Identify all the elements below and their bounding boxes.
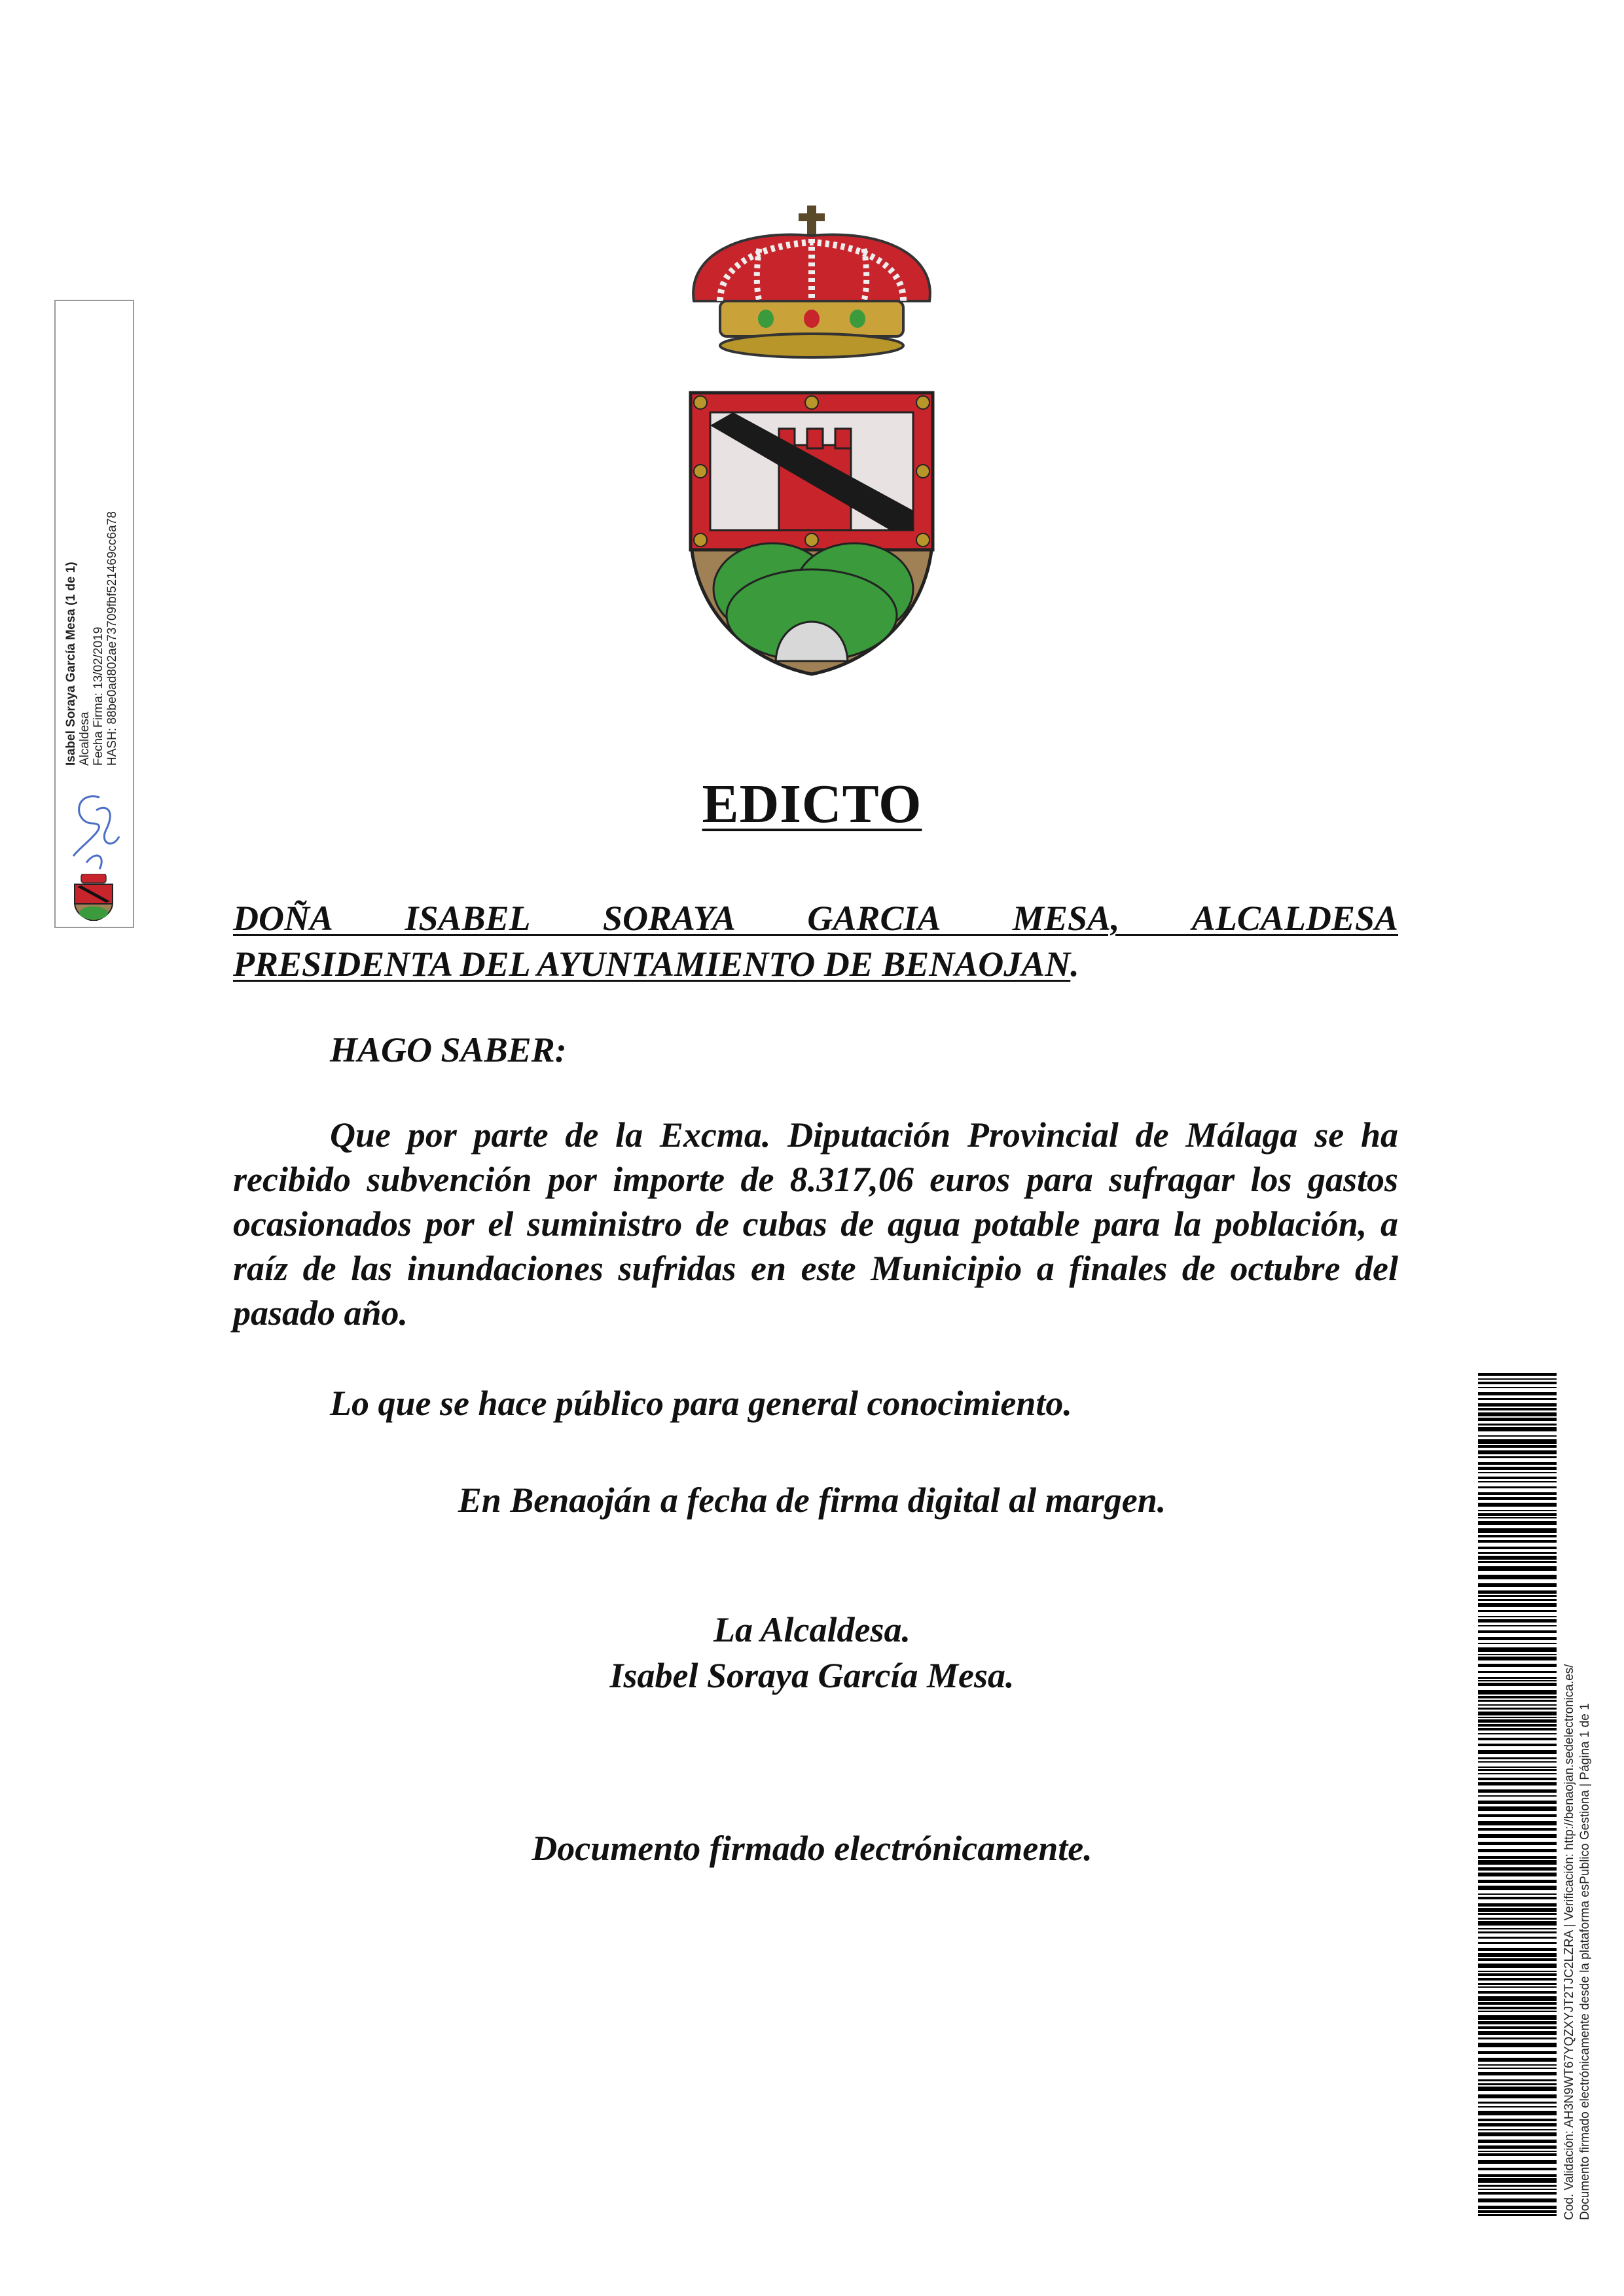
barcode-bar — [1478, 1903, 1557, 1907]
barcode-bar — [1478, 2214, 1557, 2216]
barcode-bar — [1478, 2206, 1557, 2209]
barcode-bar — [1478, 1521, 1557, 1525]
barcode-bar — [1478, 1398, 1557, 1400]
barcode-bar — [1478, 1510, 1557, 1511]
barcode-bar — [1478, 1856, 1557, 1859]
barcode-bar — [1478, 1561, 1557, 1563]
barcode-bar — [1478, 2031, 1557, 2035]
barcode-bar — [1478, 2083, 1557, 2085]
barcode-bar — [1478, 1625, 1557, 1626]
barcode-bar — [1478, 2106, 1557, 2108]
barcode-bar — [1478, 1986, 1557, 1988]
publication-statement: Lo que se hace público para general conocimiento. — [330, 1384, 1072, 1423]
barcode-bar — [1478, 1953, 1557, 1957]
barcode-bar — [1478, 2198, 1557, 2202]
barcode-bar — [1478, 1769, 1557, 1771]
barcode-bar — [1478, 1767, 1557, 1768]
barcode-bar — [1478, 1931, 1557, 1933]
signer-name-footer: Isabel Soraya García Mesa. — [609, 1656, 1015, 1695]
place-date: En Benaoján a fecha de firma digital al margen. — [458, 1480, 1166, 1520]
barcode-bar — [1478, 1630, 1557, 1633]
barcode-bar — [1478, 2185, 1557, 2187]
barcode-bar — [1478, 1439, 1557, 1444]
barcode-bar — [1478, 1481, 1557, 1482]
barcode-bar — [1478, 1867, 1557, 1871]
barcode-bar — [1478, 2043, 1557, 2047]
barcode-bar — [1478, 2002, 1557, 2005]
barcode-bar — [1478, 2210, 1557, 2213]
barcode-bar — [1478, 1619, 1557, 1623]
barcode-bar — [1478, 1978, 1557, 1981]
barcode-bar — [1478, 1690, 1557, 1695]
barcode-bar — [1478, 1849, 1557, 1852]
barcode-bar — [1478, 2058, 1557, 2062]
barcode-bar — [1478, 1683, 1557, 1686]
barcode-bar — [1478, 1382, 1557, 1384]
barcode-bar — [1478, 2178, 1557, 2183]
barcode-bar — [1478, 1719, 1557, 1723]
barcode-bar — [1478, 1435, 1557, 1437]
barcode-bar — [1478, 1897, 1557, 1899]
barcode-bar — [1478, 1418, 1557, 1421]
barcode-bar — [1478, 1445, 1557, 1448]
barcode-bar — [1478, 1387, 1557, 1388]
barcode-bar — [1478, 1778, 1557, 1780]
verification-text — [1562, 1467, 1593, 2220]
barcode-bar — [1478, 1575, 1557, 1579]
barcode-bar — [1478, 1517, 1557, 1518]
signer-name: Isabel Soraya García Mesa (1 de 1) — [64, 562, 78, 766]
barcode-bar — [1478, 2119, 1557, 2121]
barcode-bar — [1478, 1424, 1557, 1426]
barcode-bar — [1478, 1842, 1557, 1845]
barcode-bar — [1478, 1773, 1557, 1774]
barcode-bar — [1478, 1599, 1557, 1601]
barcode-bar — [1478, 2153, 1557, 2156]
barcode-bar — [1478, 1566, 1557, 1571]
barcode-bar — [1478, 1834, 1557, 1838]
barcode-bar — [1478, 1704, 1557, 1706]
barcode-bar — [1478, 1991, 1557, 1994]
issuer-header-line1: DOÑA ISABEL SORAYA GARCIA MESA, ALCALDESA — [233, 899, 1398, 938]
barcode-bar — [1478, 1821, 1557, 1825]
barcode-bar — [1478, 1497, 1557, 1500]
barcode-bar — [1478, 1677, 1557, 1679]
barcode-bar — [1478, 1724, 1557, 1727]
barcode — [1478, 1373, 1557, 2216]
barcode-bar — [1478, 2068, 1557, 2069]
barcode-bar — [1478, 2072, 1557, 2075]
barcode-bar — [1478, 2189, 1557, 2190]
barcode-bar — [1478, 1472, 1557, 1473]
barcode-bar — [1478, 1708, 1557, 1710]
barcode-bar — [1478, 1403, 1557, 1407]
barcode-bar — [1478, 1477, 1557, 1479]
barcode-bar — [1478, 2021, 1557, 2024]
barcode-bar — [1478, 1654, 1557, 1655]
crown-cross — [799, 206, 825, 236]
barcode-bar — [1478, 2094, 1557, 2098]
barcode-bar — [1478, 1647, 1557, 1652]
verification-line1: Cod. Validación: AH3N9WT67YQZXYJT2TJC2LZRA | Verificación: http://benaojan.sedelectronica.es/ — [1562, 1664, 1576, 2220]
barcode-bar — [1478, 1921, 1557, 1926]
municipal-seal-icon — [62, 874, 126, 921]
barcode-bar — [1478, 1595, 1557, 1597]
signer-title: La Alcaldesa. — [713, 1610, 911, 1649]
barcode-bar — [1478, 1513, 1557, 1516]
barcode-bar — [1478, 1795, 1557, 1797]
barcode-bar — [1478, 1873, 1557, 1876]
barcode-bar — [1478, 1528, 1557, 1533]
signer-role: Alcaldesa — [78, 711, 92, 766]
barcode-bar — [1478, 1556, 1557, 1560]
barcode-bar — [1478, 1456, 1557, 1458]
barcode-bar — [1478, 1467, 1557, 1470]
barcode-bar — [1478, 2174, 1557, 2177]
barcode-bar — [1478, 2011, 1557, 2012]
barcode-bar — [1478, 1486, 1557, 1488]
barcode-bar — [1478, 1547, 1557, 1549]
barcode-bar — [1478, 2037, 1557, 2039]
barcode-bar — [1478, 2123, 1557, 2126]
issuer-header — [233, 895, 1398, 987]
barcode-bar — [1478, 2151, 1557, 2152]
barcode-bar — [1478, 1750, 1557, 1754]
barcode-bar — [1478, 1733, 1557, 1734]
barcode-bar — [1478, 1637, 1557, 1640]
barcode-bar — [1478, 1696, 1557, 1698]
barcode-bar — [1478, 1427, 1557, 1431]
issuer-header-period: . — [1070, 944, 1079, 984]
barcode-bar — [1478, 1860, 1557, 1865]
barcode-bar — [1478, 1908, 1557, 1912]
barcode-bar — [1478, 1412, 1557, 1416]
barcode-bar — [1478, 1964, 1557, 1968]
barcode-bar — [1478, 1782, 1557, 1785]
barcode-bar — [1478, 1590, 1557, 1594]
barcode-bar — [1478, 1657, 1557, 1660]
barcode-bar — [1478, 2160, 1557, 2164]
barcode-bar — [1478, 1535, 1557, 1537]
barcode-bar — [1478, 1757, 1557, 1759]
barcode-bar — [1478, 2140, 1557, 2143]
barcode-bar — [1478, 1492, 1557, 1495]
barcode-bar — [1478, 1973, 1557, 1976]
signature-hash: HASH: 88be0ad802ae73709fbf521469cc6a78 — [105, 511, 119, 766]
barcode-bar — [1478, 1913, 1557, 1915]
barcode-bar — [1478, 1806, 1557, 1811]
signature-stamp-text — [64, 425, 126, 766]
barcode-bar — [1478, 1761, 1557, 1763]
barcode-bar — [1478, 2079, 1557, 2081]
coat-of-arms — [681, 203, 943, 687]
barcode-bar — [1478, 2145, 1557, 2149]
barcode-bar — [1478, 1928, 1557, 1929]
barcode-bar — [1478, 1616, 1557, 1617]
barcode-bar — [1478, 2129, 1557, 2130]
barcode-bar — [1478, 1552, 1557, 1554]
barcode-bar — [1478, 1712, 1557, 1715]
barcode-bar — [1478, 1643, 1557, 1644]
barcode-bar — [1478, 2168, 1557, 2170]
barcode-bar — [1478, 1610, 1557, 1612]
barcode-bar — [1478, 1717, 1557, 1718]
barcode-bar — [1478, 1378, 1557, 1380]
barcode-bar — [1478, 1408, 1557, 1410]
barcode-bar — [1478, 1540, 1557, 1543]
signature-date: Fecha Firma: 13/02/2019 — [92, 626, 105, 766]
barcode-bar — [1478, 1680, 1557, 1681]
shield — [691, 393, 933, 674]
barcode-bar — [1478, 1728, 1557, 1731]
barcode-bar — [1478, 1700, 1557, 1702]
barcode-bar — [1478, 2192, 1557, 2195]
barcode-bar — [1478, 1738, 1557, 1740]
body-paragraph: Que por parte de la Excma. Diputación Provincial de Málaga se ha recibido subvención por importe de 8.317,06 euros para sufragar los gastos ocasionados por el suministro de cubas de agua potable para la población, a raíz de las inundaciones sufridas en este Municipio a finales de octubre del pasado año. — [233, 1115, 1398, 1333]
barcode-bar — [1478, 1801, 1557, 1804]
electronic-signature-note: Documento firmado electrónicamente. — [532, 1829, 1092, 1868]
barcode-bar — [1478, 2111, 1557, 2115]
barcode-bar — [1478, 1942, 1557, 1944]
barcode-bar — [1478, 1462, 1557, 1465]
barcode-bar — [1478, 2102, 1557, 2104]
document-title: EDICTO — [702, 774, 922, 834]
issuer-header-line2: PRESIDENTA DEL AYUNTAMIENTO DE BENAOJAN — [233, 944, 1071, 984]
barcode-bar — [1478, 2015, 1557, 2020]
barcode-bar — [1478, 2026, 1557, 2029]
barcode-bar — [1478, 1918, 1557, 1920]
barcode-bar — [1478, 1450, 1557, 1454]
barcode-bar — [1478, 1886, 1557, 1890]
barcode-bar — [1478, 1373, 1557, 1376]
barcode-bar — [1478, 1392, 1557, 1395]
barcode-bar — [1478, 1937, 1557, 1939]
barcode-bar — [1478, 1603, 1557, 1607]
barcode-bar — [1478, 1996, 1557, 2001]
barcode-bar — [1478, 2051, 1557, 2054]
barcode-bar — [1478, 1971, 1557, 1972]
barcode-bar — [1478, 1880, 1557, 1883]
barcode-bar — [1478, 1503, 1557, 1507]
barcode-bar — [1478, 2132, 1557, 2136]
barcode-bar — [1478, 1744, 1557, 1746]
verification-line2: Documento firmado electrónicamente desde la plataforma esPublico Gestiona | Página 1 de 1 — [1578, 1703, 1592, 2220]
barcode-bar — [1478, 1671, 1557, 1673]
barcode-bar — [1478, 1983, 1557, 1985]
barcode-bar — [1478, 2087, 1557, 2091]
barcode-bar — [1478, 1664, 1557, 1667]
barcode-bar — [1478, 1948, 1557, 1951]
signer-block — [0, 1607, 1624, 1698]
barcode-bar — [1478, 2064, 1557, 2066]
barcode-bar — [1478, 1958, 1557, 1961]
barcode-bar — [1478, 1814, 1557, 1817]
hago-saber: HAGO SABER: — [330, 1030, 567, 1069]
barcode-bar — [1478, 1583, 1557, 1587]
barcode-bar — [1478, 1789, 1557, 1793]
barcode-bar — [1478, 2007, 1557, 2009]
barcode-bar — [1478, 1893, 1557, 1895]
barcode-bar — [1478, 1828, 1557, 1831]
